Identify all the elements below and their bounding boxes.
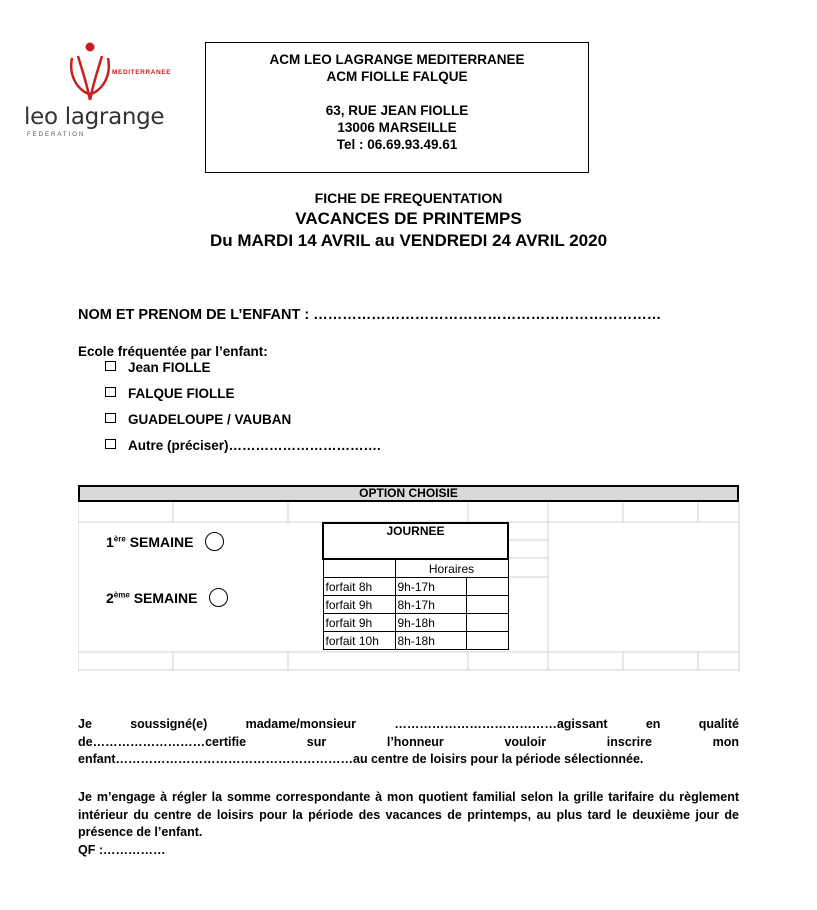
form-subtitle: VACANCES DE PRINTEMPS [295,209,522,228]
forfait-cell: forfait 9h [323,614,395,632]
form-dates: Du MARDI 14 AVRIL au VENDREDI 24 AVRIL 2020 [209,231,608,250]
horaire-cell: 9h-17h [395,578,466,596]
horaire-cell: 8h-17h [395,596,466,614]
horaires-header: Horaires [395,559,508,578]
logo-wordmark: leo lagrange [24,104,165,130]
week-suffix: ère [113,534,126,544]
checkbox-icon[interactable] [105,361,116,371]
week-label: SEMAINE [129,534,194,550]
forfait-cell: forfait 10h [323,632,395,650]
select-cell[interactable] [466,614,508,632]
school-option-label: Autre (préciser)……………………………. [128,438,381,453]
declaration-paragraph [78,716,739,769]
week-number: 2 [106,590,114,606]
declaration-line: de………………………certifie sur l’honneur vouloir inscrire mon [78,734,739,749]
option-header: OPTION CHOISIE [78,485,739,502]
radio-circle-icon[interactable] [209,588,228,607]
address-line: 63, RUE JEAN FIOLLE [325,103,469,118]
child-name-field[interactable]: NOM ET PRENOM DE L’ENFANT : ……………………………………………………………… [78,307,662,323]
week-2-option[interactable] [106,588,228,607]
journee-title: JOURNEE [323,523,508,559]
qf-field[interactable]: QF :…………… [78,842,166,857]
address-line: 13006 MARSEILLE [337,120,457,135]
school-option-label: FALQUE FIOLLE [128,386,235,401]
address-line: ACM FIOLLE FALQUE [326,69,468,84]
address-phone: Tel : 06.69.93.49.61 [336,137,458,152]
school-label: Ecole fréquentée par l’enfant: [78,344,268,359]
journee-table [322,522,509,650]
logo-tagline-bottom: FEDERATION [27,132,86,138]
week-label: SEMAINE [133,590,198,606]
horaire-cell: 9h-18h [395,614,466,632]
select-cell[interactable] [466,596,508,614]
select-cell[interactable] [466,578,508,596]
forfait-cell: forfait 8h [323,578,395,596]
table-row [323,596,508,614]
address-box [205,42,589,173]
logo-tagline-top: MEDITERRANEE [112,69,172,76]
declaration-line: Je soussigné(e) madame/monsieur …………………………………agissant en qualité [78,717,739,731]
checkbox-icon[interactable] [105,387,116,397]
horaire-cell: 8h-18h [395,632,466,650]
school-option-falque-fiolle[interactable] [105,386,235,401]
school-option-autre[interactable] [105,438,381,453]
week-1-option[interactable] [106,532,224,551]
form-title: FICHE DE FREQUENTATION [314,190,503,206]
week-number: 1 [106,534,114,550]
school-option-guadeloupe-vauban[interactable] [105,412,291,427]
declaration-line: enfant…………………………………………………au centre de loisirs pour la période sélectionnée. [78,752,644,766]
school-option-label: Jean FIOLLE [128,360,211,375]
select-cell[interactable] [466,632,508,650]
table-row [323,632,508,650]
engagement-text: Je m’engage à régler la somme correspondante à mon quotient familial selon la grille tarifaire du règlement intérieur du centre de loisirs pour la période des vacances de printemps, au plus tard le deuxième jour de présence de l’enfant. [78,790,739,839]
school-option-label: GUADELOUPE / VAUBAN [128,412,292,427]
leo-lagrange-logo [24,40,174,140]
school-option-jean-fiolle[interactable] [105,360,211,375]
table-row [323,578,508,596]
forfait-cell: forfait 9h [323,596,395,614]
checkbox-icon[interactable] [105,413,116,423]
week-suffix: ème [113,590,130,600]
address-line: ACM LEO LAGRANGE MEDITERRANEE [269,52,525,67]
radio-circle-icon[interactable] [205,532,224,551]
checkbox-icon[interactable] [105,439,116,449]
engagement-paragraph [78,789,739,859]
table-row [323,614,508,632]
